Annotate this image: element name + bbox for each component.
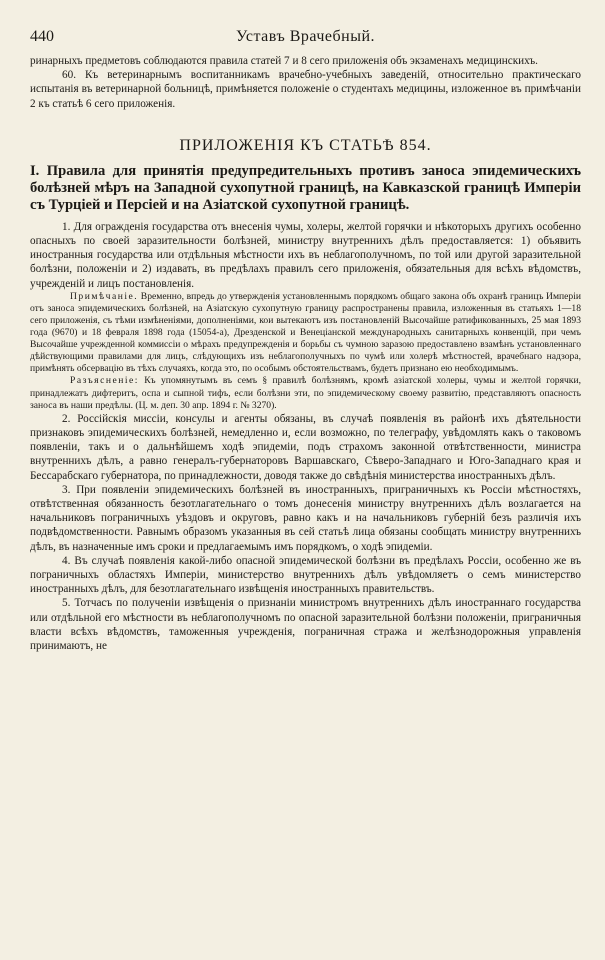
note-label: Примѣчаніе. [70, 290, 139, 302]
explanation-text: Къ упомянутымъ въ семъ § правилѣ болѣзнямъ, кромѣ азіатской холеры, чумы и желтой горячки, принадлежатъ дифтеритъ, оспа и сыпной тифъ, если болѣзни эти, по эпидемическому своему развитію, представляютъ опасность заноса въ наши предѣлы. (Ц. м. деп. 30 апр. 1894 г. № 3270). [30, 375, 582, 411]
note [30, 291, 581, 376]
section-title: ПРИЛОЖЕНІЯ КЪ СТАТЬѢ 854. [179, 136, 432, 154]
note-text: Временно, впредь до утвержденія установленнымъ порядкомъ общаго закона объ охранѣ границъ Имперіи отъ заноса эпидемическихъ болѣзней, на Азіатскую сухопутную границу распространены правила, изложенныя въ статьяхъ 1—18 сего приложенія, съ тѣми измѣненіями, дополненіями, кои вытекаютъ изъ постановленій Высочайше ратификованныхъ, 25 мая 1893 года (9670) и 18 февраля 1898 года (15054-а), Дрезденской и Венеціанской международныхъ санитарныхъ конвенцій, при чемъ Высочайше учрежденной коммиссіи о мѣрахъ предупрежденія и борьбы съ чумною заразою предоставлено взамѣнъ установленнаго дѣйствующими правилами для лицъ, слѣдующихъ изъ неблагополучныхъ по чумѣ или холерѣ мѣстностей, врачебнаго надзора, примѣнять обсервацію въ тѣхъ случаяхъ, когда это, по особымъ обстоятельствамъ, будетъ признано ею необходимымъ. [30, 290, 581, 375]
rule-4: 4. Въ случаѣ появленія какой-либо опасной эпидемической болѣзни въ предѣлахъ Россіи, особенно же въ пограничныхъ областяхъ Имперіи, министерство внутреннихъ дѣлъ увѣдомляетъ о семъ министерство иностранныхъ дѣлъ, для безотлагательнаго извѣщенія иностранныхъ правительствъ. [30, 554, 581, 596]
running-title: Уставъ Врачебный. [235, 28, 376, 45]
continued-paragraph: ринарныхъ предметовъ соблюдаются правила статей 7 и 8 сего приложенія объ экзаменахъ медицинскихъ. [30, 55, 538, 67]
section-subtitle: I. Правила для принятія предупредительныхъ противъ заноса эпидемическихъ болѣзней мѣръ на Западной сухопутной границѣ, на Кавказской границѣ Имперіи съ Турціей и Персіей и на Азіатской сухопутной границѣ. [30, 162, 581, 213]
rule-1: 1. Для огражденія государства отъ внесенія чумы, холеры, желтой горячки и нѣкоторыхъ другихъ особенно опасныхъ по своей заразительности болѣзней, министру внутреннихъ дѣлъ предоставляется: 1) объявить иностранныя государства или отдѣльныя мѣстности ихъ въ неблагополучномъ, по той или другой заразительной болѣзни, положеніи и 2) издавать, въ предѣлахъ правилъ сего приложенія, обязательныя для всѣхъ вѣдомствъ, учрежденій и лицъ постановленія. [30, 220, 581, 290]
article-60: 60. Къ ветеринарнымъ воспитанникамъ врачебно-учебныхъ заведеній, относительно практическаго испытанія въ ветеринарной больницѣ, примѣняется положеніе о студентахъ медицины, изложенное въ примѣчаніи 2 къ статьѣ 6 сего приложенія. [30, 69, 581, 110]
rule-5: 5. Тотчасъ по полученіи извѣщенія о признаніи министромъ внутреннихъ дѣлъ иностраннаго государства или отдѣльной его мѣстности въ неблагополучномъ по опасной заразительной болѣзни положеніи, приграничныя власти всѣхъ вѣдомствъ, таможенныя учрежденія, пограничная стража и желѣзнодорожныя управленія принимаютъ, не [30, 597, 581, 653]
running-header [30, 28, 581, 54]
explanation [30, 375, 581, 411]
explanation-label: Разъясненіе: [70, 375, 139, 387]
rule-3: 3. При появленіи эпидемическихъ болѣзней въ иностранныхъ, приграничныхъ къ Россіи мѣстностяхъ, отвѣтственная обязанность безотлагательнаго о томъ донесенія министру внутреннихъ дѣлъ возлагается на начальниковъ пограничныхъ уѣздовъ и округовъ, равно какъ и на начальниковъ губерній безъ различія ихъ подвѣдомственности. Равнымъ образомъ указанныя въ сей статьѣ лица обязаны сообщать министру внутреннихъ дѣлъ, въ назначенные имъ сроки и предлагаемымъ имъ порядкомъ, о ходѣ эпидеміи. [30, 483, 581, 553]
page-number: 440 [30, 28, 54, 45]
rule-2: 2. Россійскія миссіи, консулы и агенты обязаны, въ случаѣ появленія въ районѣ ихъ дѣятельности признаковъ эпидемическихъ болѣзней, немедленно и, если возможно, по телеграфу, увѣдомлять какъ о таковомъ появленіи, такъ и о дальнѣйшемъ ходѣ эпидеміи, подъ страхомъ законной отвѣтственности, министра внутреннихъ дѣлъ, а равно генералъ-губернаторовъ Варшавскаго, Сѣверо-Западнаго и Юго-Западнаго края и Бессарабскаго губернатора, по принадлежности, доводя также до свѣдѣнія министерства иностранныхъ дѣлъ. [30, 412, 581, 482]
